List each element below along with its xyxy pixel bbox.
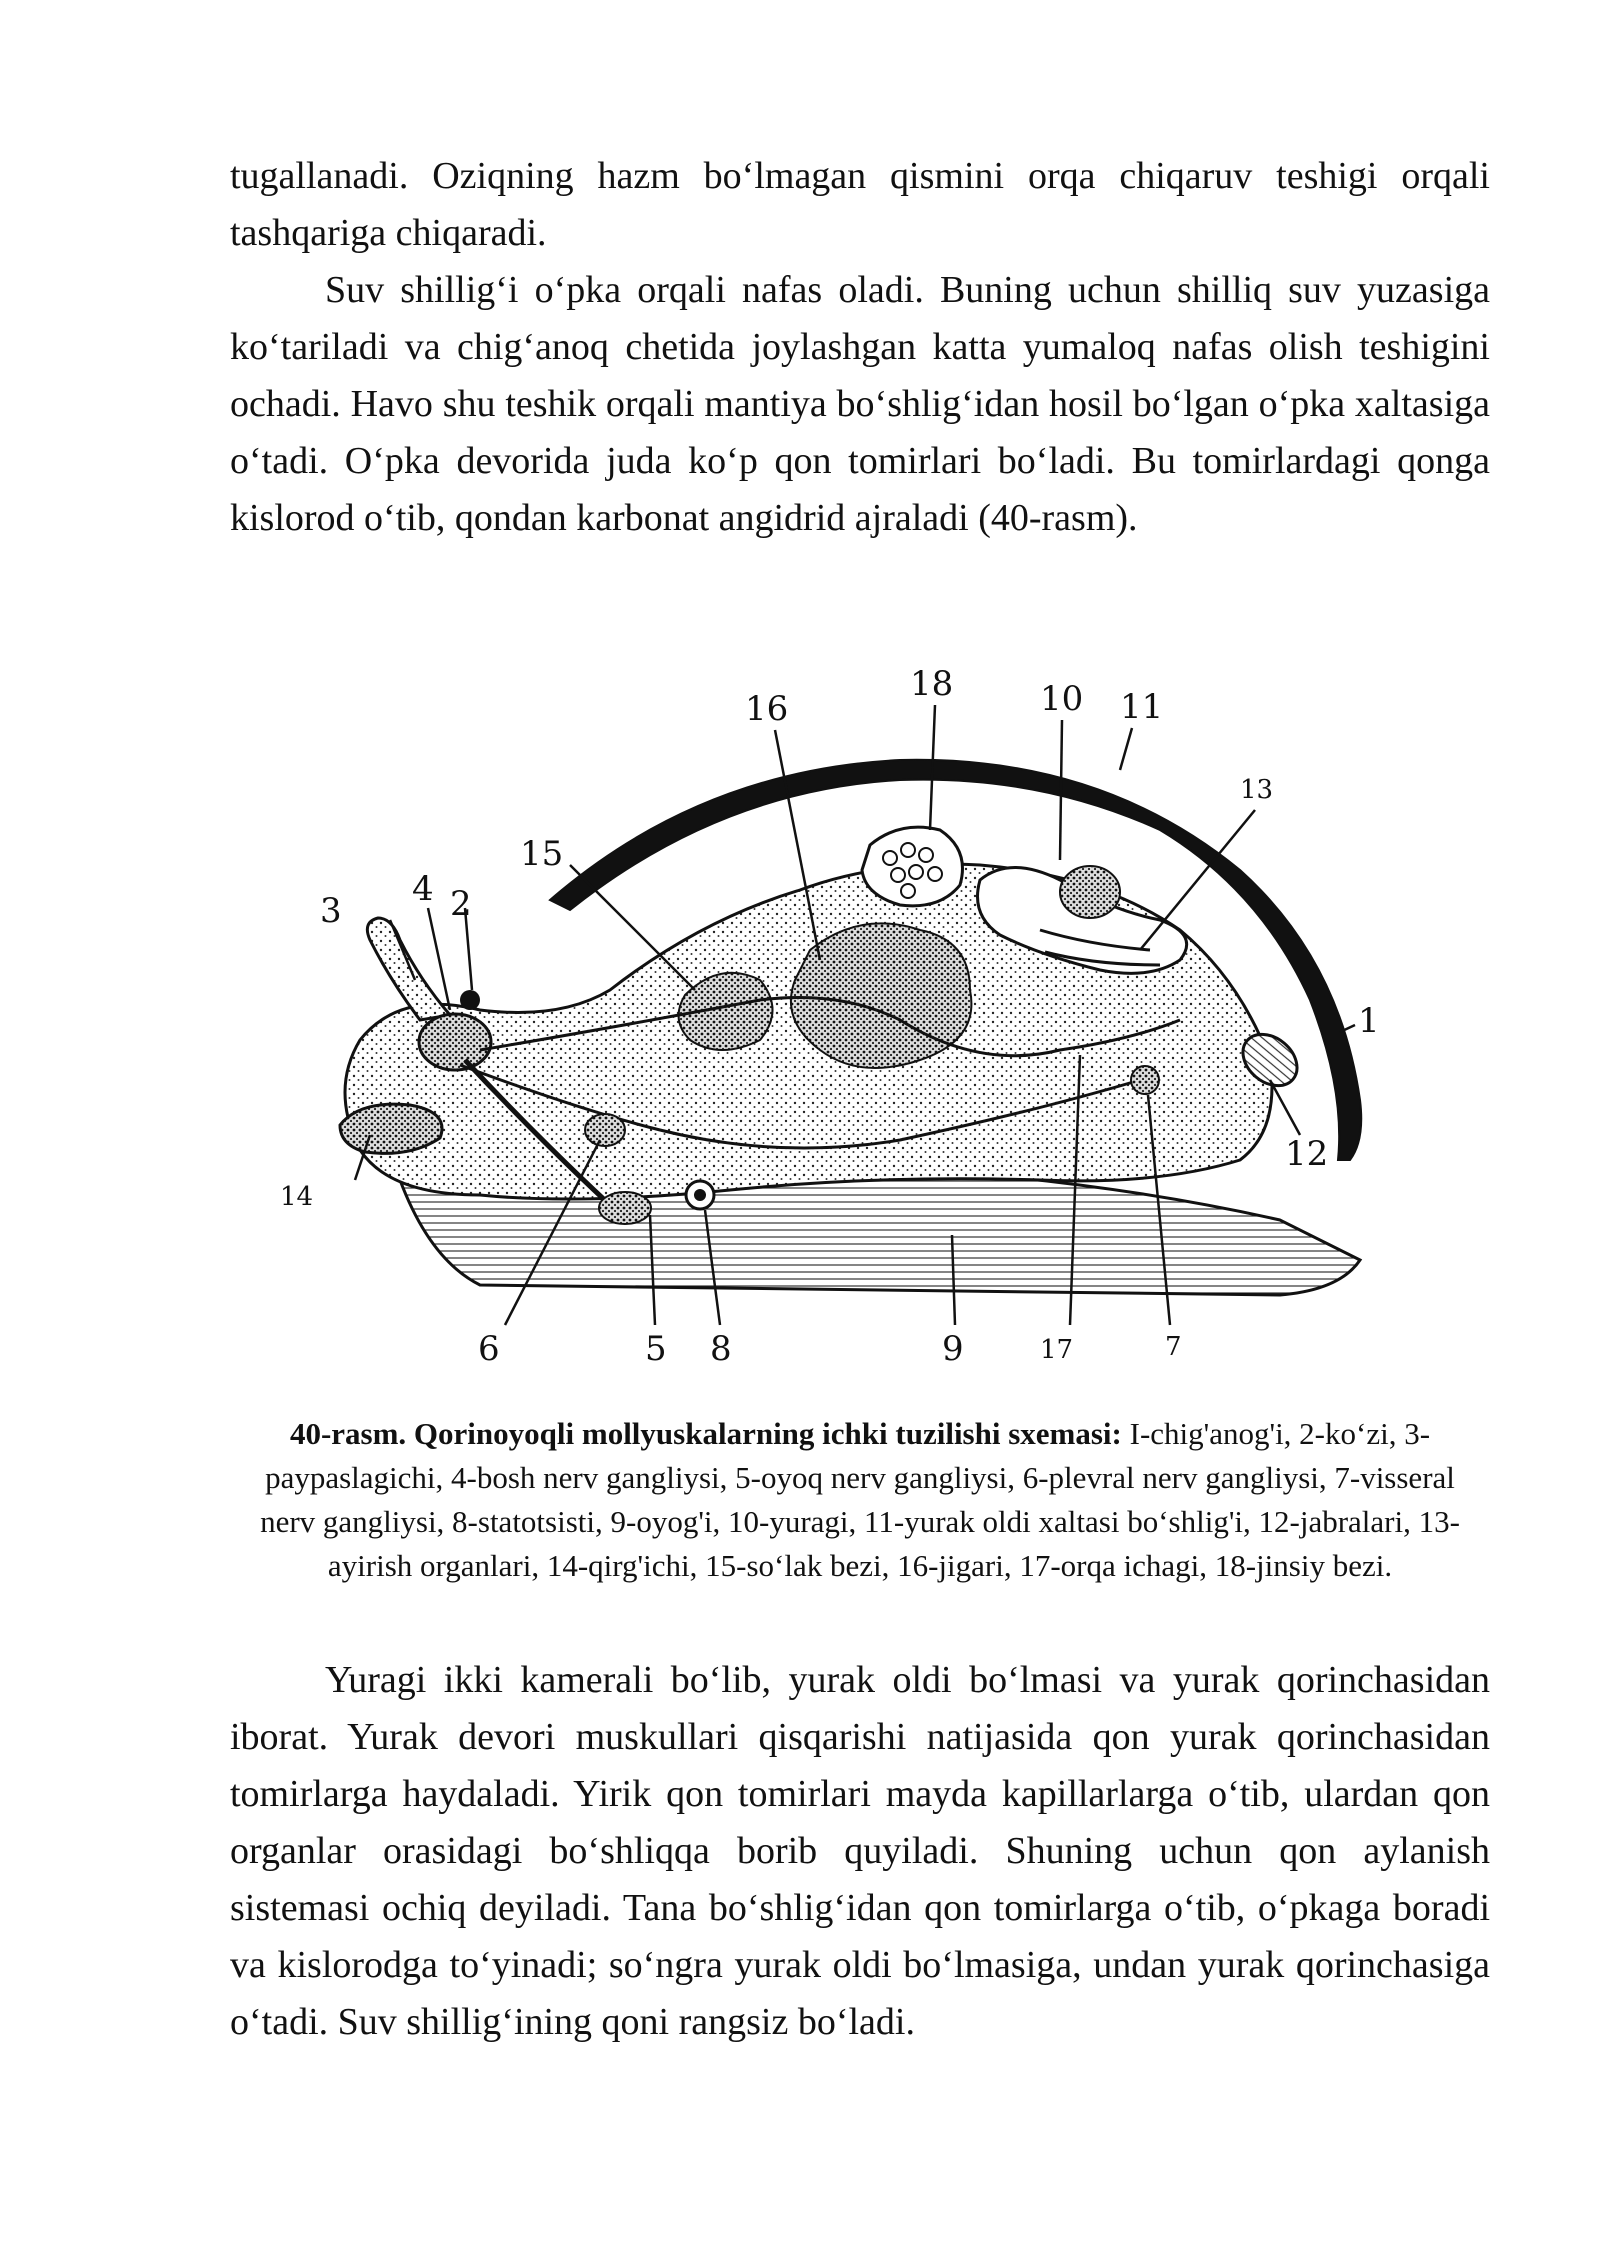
caption-text: I-chig'anog'i, 2-ko‘zi, 3-paypaslagichi, 4-bosh nerv gangliysi, 5-oyoq nerv gangliysi, 6-plevral nerv gangliysi, 7-visseral nerv gangliysi, 8-statotsisti, 9-oyog'i, 10-yuragi, 11-yurak oldi xaltasi bo‘shlig'i, 12-jabralari, 13-ayirish organlari, 14-qirg'ichi, 15-so‘lak bezi, 16-jigari, 17-orqa ichagi, 18-jinsiy bezi. — [260, 1416, 1460, 1583]
figure-label-15: 15 — [520, 834, 564, 874]
figure-label-7: 7 — [1165, 1332, 1182, 1362]
snail-anatomy-figure — [280, 660, 1380, 1380]
pericardium-shape — [1060, 866, 1120, 918]
statocyst-core — [694, 1189, 706, 1201]
cerebral-ganglion-shape — [419, 1014, 491, 1070]
figure-label-13: 13 — [1240, 775, 1274, 805]
figure-label-9: 9 — [942, 1329, 964, 1369]
figure-label-4: 4 — [412, 869, 434, 909]
tentacle-shape — [367, 918, 450, 1020]
visceral-ganglion-shape — [1131, 1066, 1159, 1094]
paragraph-2: Suv shillig‘i o‘pka orqali nafas oladi. Buning uchun shilliq suv yuzasiga ko‘tariladi va chig‘anoq chetida joylashgan katta yumaloq nafas olish teshigini ochadi. Havo shu teshik orqali mantiya bo‘shlig‘idan hosil bo‘lgan o‘pka xaltasiga o‘tadi. O‘pka devorida juda ko‘p qon tomirlari bo‘ladi. Bu tomirlardagi qonga kislorod o‘tib, qondan karbonat angidrid ajraladi (40-rasm). — [230, 269, 1490, 539]
caption-title: 40-rasm. Qorinoyoqli mollyuskalarning ichki tuzilishi sxemasi: — [289, 1416, 1122, 1451]
pedal-ganglion-shape — [599, 1192, 651, 1224]
figure-label-1: 1 — [1358, 1001, 1380, 1041]
eye-shape — [460, 990, 480, 1010]
figure-caption — [240, 1412, 1480, 1588]
figure-label-12: 12 — [1285, 1134, 1329, 1174]
figure-label-17: 17 — [1040, 1335, 1074, 1365]
radula-shape — [340, 1104, 442, 1153]
figure-label-14: 14 — [280, 1182, 314, 1212]
figure-label-18: 18 — [910, 664, 954, 704]
paragraph-1: tugallanadi. Oziqning hazm bo‘lmagan qismini orqa chiqaruv teshigi orqali tashqariga chiqaradi. — [230, 155, 1490, 254]
paragraph-3: Yuragi ikki kamerali bo‘lib, yurak oldi bo‘lmasi va yurak qorinchasidan iborat. Yurak devori muskullari qisqarishi natijasida qon yurak qorinchasidan tomirlarga haydaladi. Yirik qon tomirlari mayda kapillarlarga o‘tib, ulardan qon organlar orasidagi bo‘shliqqa borib quyiladi. Shuning uchun qon aylanish sistemasi ochiq deyiladi. Tana bo‘shlig‘idan qon tomirlarga o‘tib, o‘pkaga boradi va kislorodga to‘yinadi; so‘ngra yurak oldi bo‘lmasiga, undan yurak qorinchasiga o‘tadi. Suv shillig‘ining qoni rangsiz bo‘ladi. — [230, 1659, 1490, 2043]
pleural-ganglion-shape — [585, 1114, 625, 1146]
figure-label-11: 11 — [1120, 687, 1164, 727]
figure-label-2: 2 — [450, 884, 472, 924]
figure-label-5: 5 — [645, 1329, 667, 1369]
figure-label-10: 10 — [1040, 679, 1084, 719]
figure-label-8: 8 — [710, 1329, 732, 1369]
figure-label-16: 16 — [745, 689, 789, 729]
figure-label-3: 3 — [320, 891, 342, 931]
figure-label-6: 6 — [478, 1329, 500, 1369]
